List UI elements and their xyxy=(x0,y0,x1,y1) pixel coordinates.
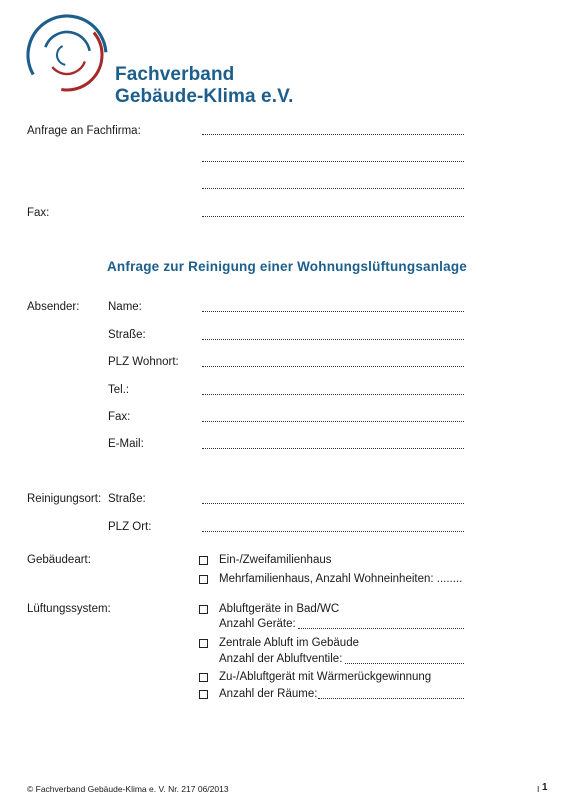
page-number: 1 xyxy=(542,782,548,793)
org-name-line2: Gebäude-Klima e.V. xyxy=(115,86,294,107)
recipient-line-1[interactable] xyxy=(202,134,464,135)
sender-street-line[interactable] xyxy=(202,339,464,340)
sender-tel-label: Tel.: xyxy=(108,384,130,396)
recipient-label: Anfrage an Fachfirma: xyxy=(27,125,141,137)
ventilation-label: Lüftungssystem: xyxy=(27,603,111,615)
exhaust-devices-count-label: Anzahl Geräte: xyxy=(219,618,296,630)
footer-copyright: © Fachverband Gebäude-Klima e. V. Nr. 217 06/2013 xyxy=(27,784,229,794)
sender-email-line[interactable] xyxy=(202,448,464,449)
sender-fax-line[interactable] xyxy=(202,421,464,422)
checkbox-heat-recovery[interactable] xyxy=(199,673,208,682)
option-multi-family: Mehrfamilienhaus, Anzahl Wohneinheiten: ........ xyxy=(219,573,463,585)
cleaning-street-line[interactable] xyxy=(202,503,464,504)
recipient-fax-label: Fax: xyxy=(27,207,50,219)
checkbox-room-count[interactable] xyxy=(199,690,208,699)
checkbox-exhaust-bath[interactable] xyxy=(199,605,208,614)
option-central-exhaust: Zentrale Abluft im Gebäude xyxy=(219,637,359,649)
sender-fax-label: Fax: xyxy=(108,411,131,423)
checkbox-single-family[interactable] xyxy=(199,556,208,565)
checkbox-multi-family[interactable] xyxy=(199,575,208,584)
option-room-count: Anzahl der Räume: xyxy=(219,688,318,700)
recipient-line-3[interactable] xyxy=(202,188,464,189)
exhaust-valves-count-line[interactable] xyxy=(345,663,464,664)
exhaust-devices-count-line[interactable] xyxy=(298,628,464,629)
sender-name-line[interactable] xyxy=(202,311,464,312)
sender-tel-line[interactable] xyxy=(202,394,464,395)
cleaning-zip-label: PLZ Ort: xyxy=(108,521,152,533)
sender-street-label: Straße: xyxy=(108,329,146,341)
org-name-line1: Fachverband xyxy=(115,64,235,85)
checkbox-central-exhaust[interactable] xyxy=(199,639,208,648)
logo-icon xyxy=(24,12,110,98)
page-title: Anfrage zur Reinigung einer Wohnungslüftungsanlage xyxy=(106,259,467,274)
option-heat-recovery: Zu-/Abluftgerät mit Wärmerückgewinnung xyxy=(219,671,432,683)
option-exhaust-bath: Abluftgeräte in Bad/WC xyxy=(219,603,340,615)
recipient-fax-line[interactable] xyxy=(202,216,464,217)
sender-name-label: Name: xyxy=(108,301,142,313)
recipient-line-2[interactable] xyxy=(202,161,464,162)
sender-label: Absender: xyxy=(27,301,80,313)
exhaust-valves-count-label: Anzahl der Abluftventile: xyxy=(219,653,343,665)
sender-zip-line[interactable] xyxy=(202,366,464,367)
cleaning-street-label: Straße: xyxy=(108,493,146,505)
sender-zip-label: PLZ Wohnort: xyxy=(108,356,179,368)
building-type-label: Gebäudeart: xyxy=(27,554,91,566)
cleaning-zip-line[interactable] xyxy=(202,531,464,532)
page-number-prefix: I xyxy=(537,784,540,794)
sender-email-label: E-Mail: xyxy=(108,438,144,450)
option-single-family: Ein-/Zweifamilienhaus xyxy=(219,554,332,566)
room-count-line[interactable] xyxy=(318,698,464,699)
cleaning-site-label: Reinigungsort: xyxy=(27,493,102,505)
